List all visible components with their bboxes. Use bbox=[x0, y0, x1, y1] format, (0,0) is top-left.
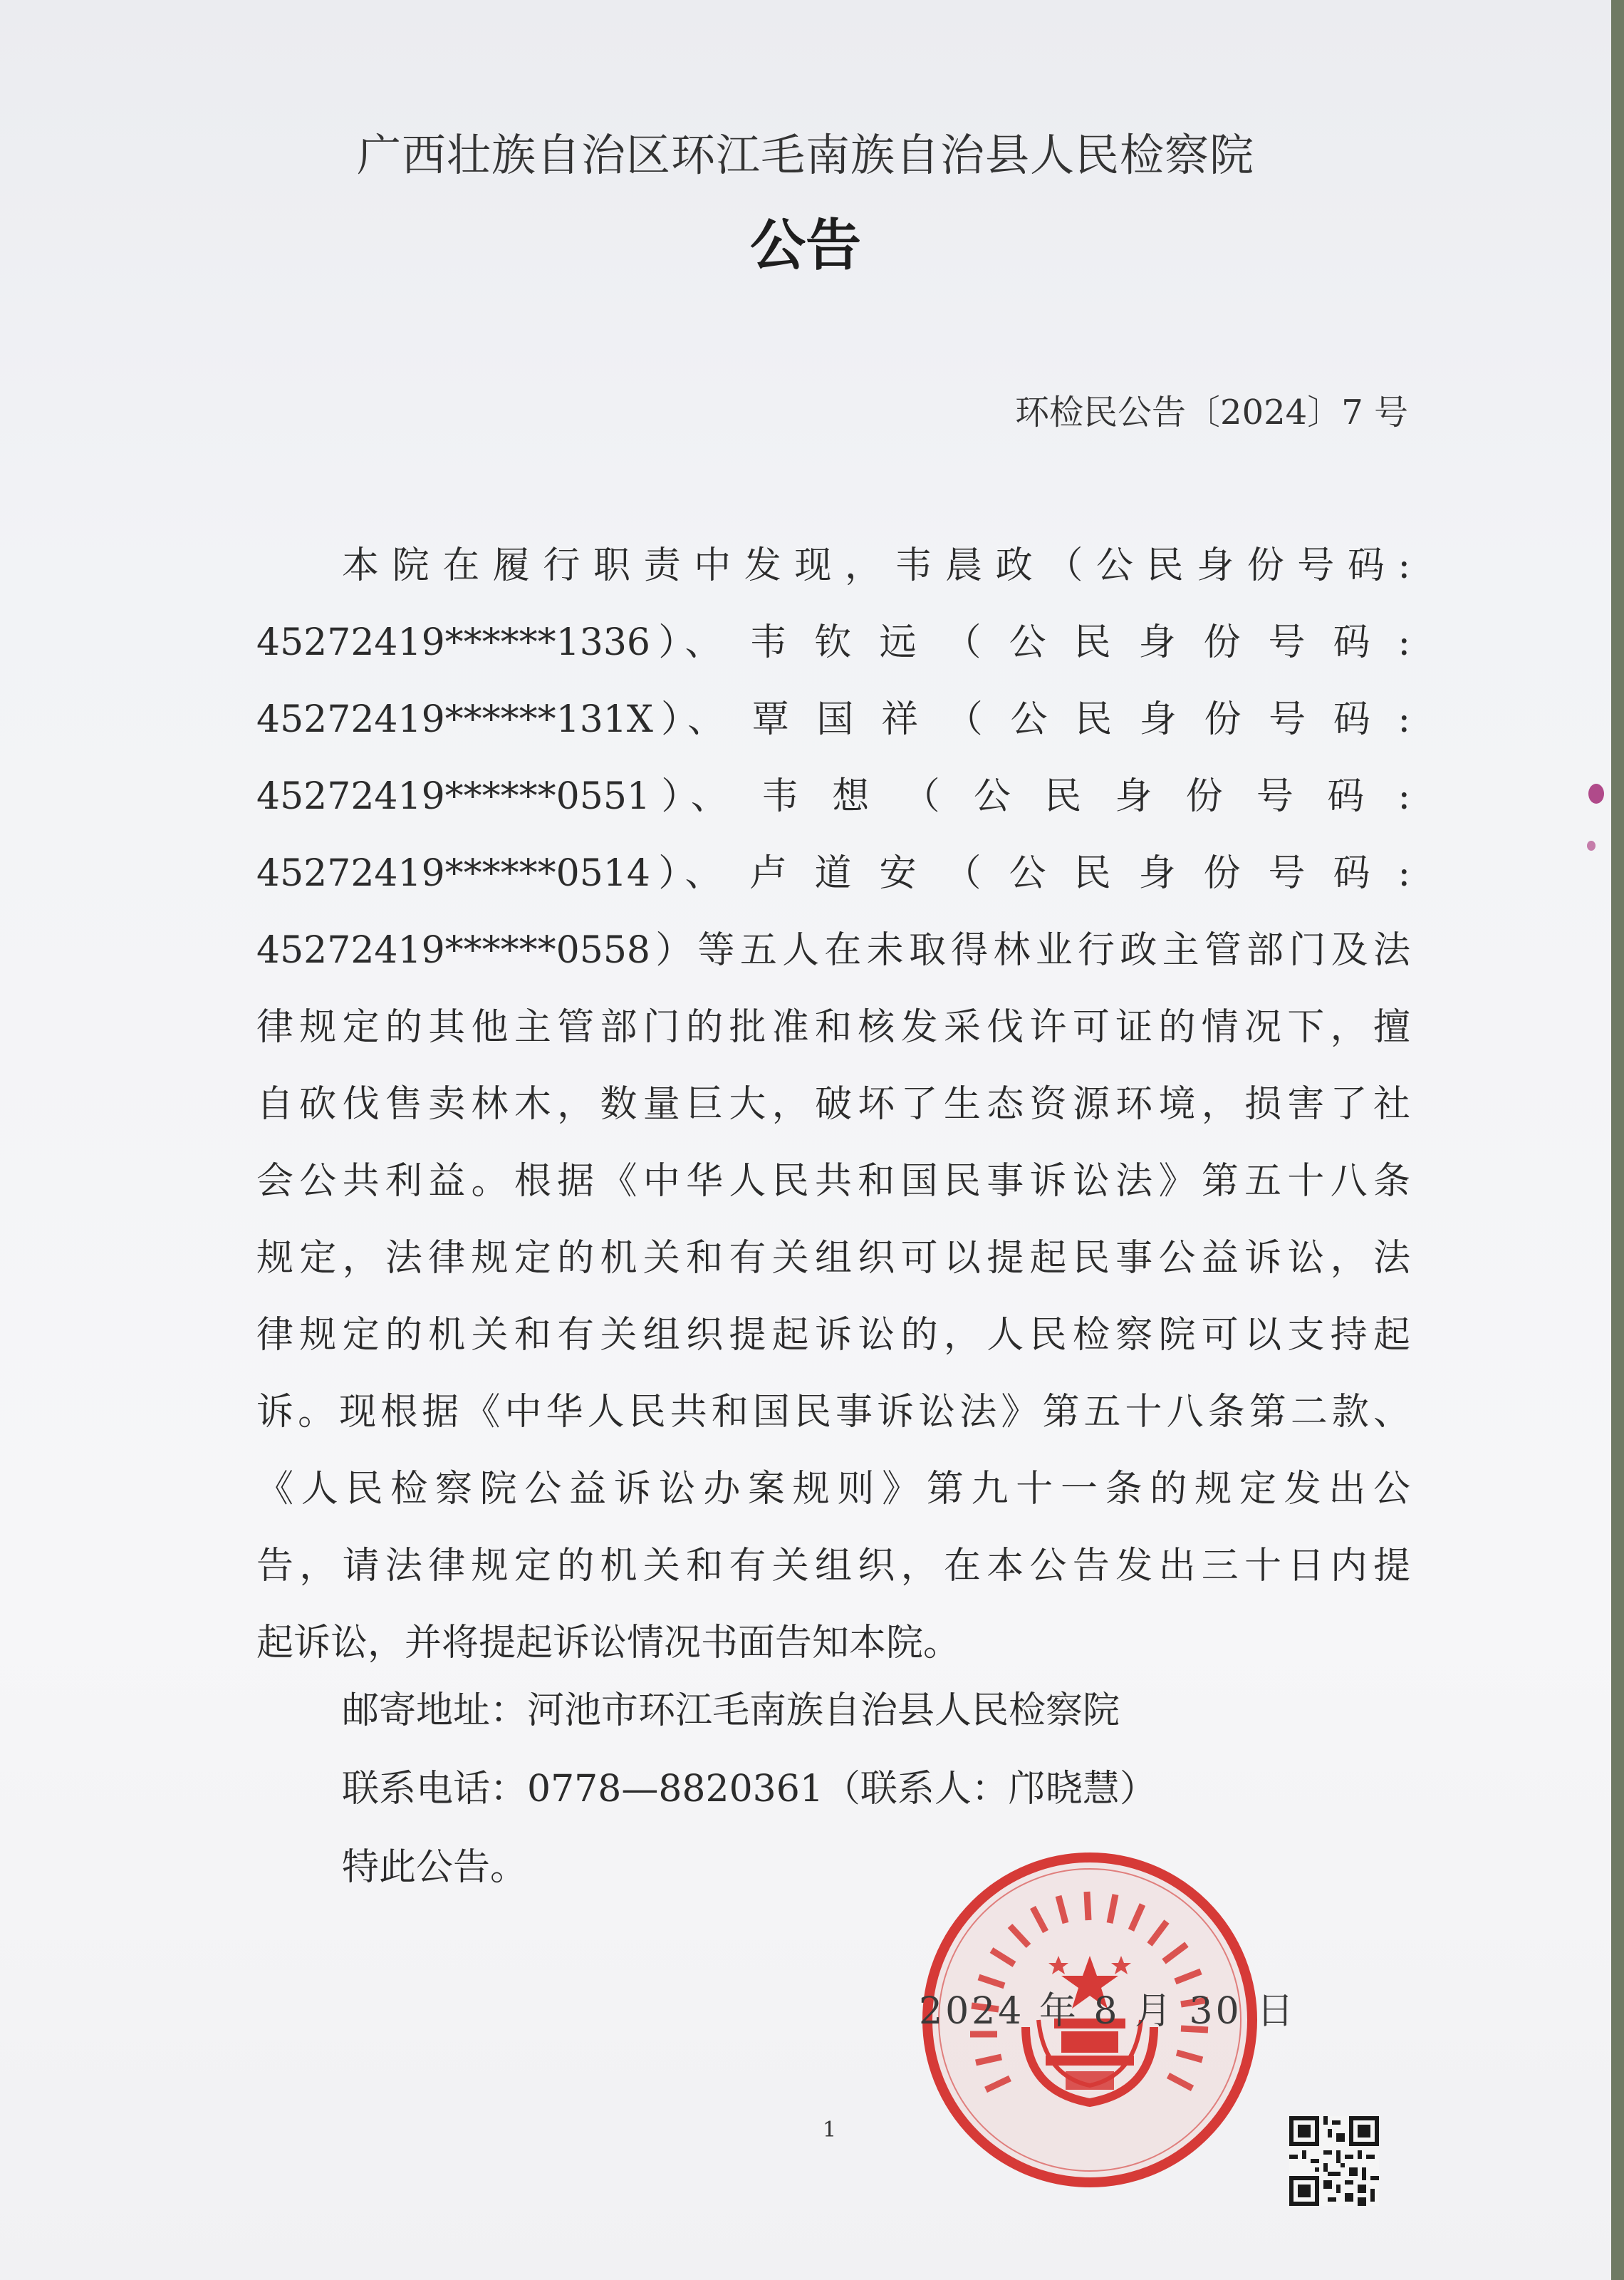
organization-name: 广西壮族自治区环江毛南族自治县人民检察院 bbox=[356, 129, 1254, 181]
body-line: 律规定的机关和有关组织提起诉讼的，人民检察院可以支持起 bbox=[256, 1314, 1410, 1357]
ink-stain bbox=[1588, 784, 1604, 804]
body-line: 起诉讼，并将提起诉讼情况书面告知本院。 bbox=[256, 1622, 961, 1664]
mailing-address: 邮寄地址：河池市环江毛南族自治县人民检察院 bbox=[342, 1689, 1120, 1732]
body-line: 《人民检察院公益诉讼办案规则》第九十一条的规定发出公 bbox=[256, 1468, 1410, 1510]
body-line: 律规定的其他主管部门的批准和核发采伐许可证的情况下，擅 bbox=[256, 1006, 1410, 1049]
body-line: 自砍伐售卖林木，数量巨大，破坏了生态资源环境，损害了社 bbox=[256, 1083, 1410, 1126]
qr-code-icon[interactable] bbox=[1289, 2116, 1379, 2206]
document-number: 环检民公告〔2024〕7 号 bbox=[1015, 393, 1408, 432]
closing-statement: 特此公告。 bbox=[342, 1846, 528, 1889]
issue-date: 2024 年 8 月 30 日 bbox=[919, 1990, 1297, 2033]
announcement-body bbox=[256, 527, 1410, 1682]
body-line: 45272419******0558）等五人在未取得林业行政主管部门及法 bbox=[256, 929, 1410, 972]
body-line: 诉。现根据《中华人民共和国民事诉讼法》第五十八条第二款、 bbox=[256, 1391, 1410, 1434]
body-line: 45272419******0551）、 韦 想 （ 公 民 身 份 号 码 : bbox=[256, 775, 1410, 818]
page-number: 1 bbox=[823, 2118, 837, 2142]
body-line: 规定，法律规定的机关和有关组织可以提起民事公益诉讼，法 bbox=[256, 1237, 1410, 1280]
body-line: 本院在履行职责中发现，韦晨政（公民身份号码: bbox=[342, 544, 1410, 587]
body-line: 告，请法律规定的机关和有关组织，在本公告发出三十日内提 bbox=[256, 1545, 1410, 1587]
document-title: 公告 bbox=[749, 213, 861, 278]
contact-phone: 联系电话：0778—8820361（联系人：邝晓慧） bbox=[342, 1768, 1157, 1810]
body-line: 45272419******0514）、 卢 道 安 （ 公 民 身 份 号 码 : bbox=[256, 852, 1410, 895]
body-line: 45272419******131X）、 覃 国 祥 （ 公 民 身 份 号 码 : bbox=[256, 698, 1410, 741]
ink-stain bbox=[1587, 841, 1596, 851]
body-line: 45272419******1336）、 韦 钦 远 （ 公 民 身 份 号 码 : bbox=[256, 621, 1410, 664]
body-line: 会公共利益。根据《中华人民共和国民事诉讼法》第五十八条 bbox=[256, 1160, 1410, 1203]
